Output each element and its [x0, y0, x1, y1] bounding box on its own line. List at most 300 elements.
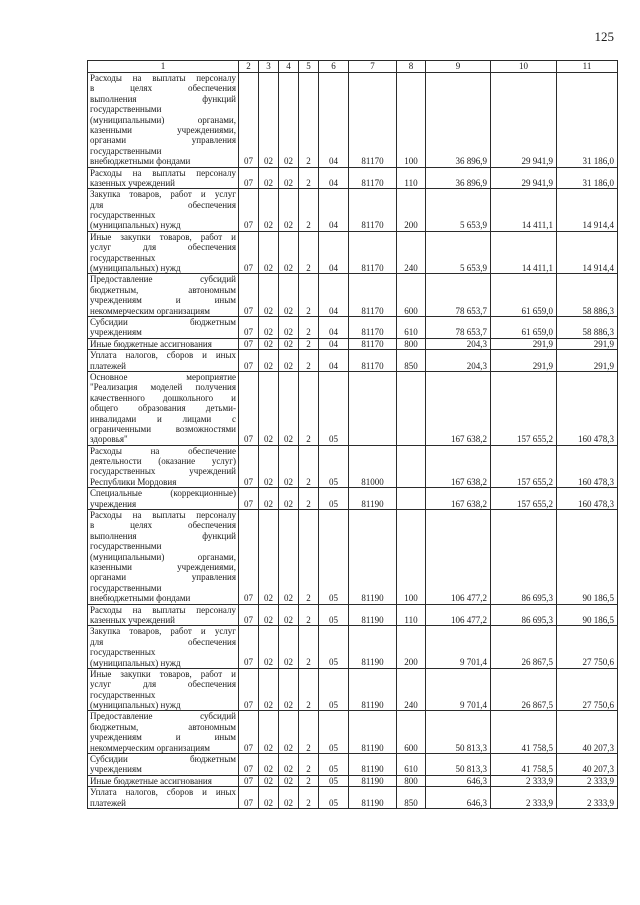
table-row	[88, 445, 618, 488]
cell-pr: 02	[259, 316, 279, 338]
cell-direction: 81170	[349, 350, 397, 372]
description-line: (муниципальных) нужд	[90, 657, 181, 668]
cell-subprogram: 2	[299, 445, 319, 488]
cell-rz: 07	[239, 73, 259, 168]
cell-program: 02	[279, 445, 299, 488]
row-description	[88, 488, 239, 510]
description-line: Уплата налогов, сборов и иных	[90, 350, 236, 361]
column-number-3: 3	[259, 61, 279, 73]
cell-main-event: 04	[319, 73, 349, 168]
cell-main-event: 05	[319, 445, 349, 488]
description-line: (муниципальных) нужд	[90, 700, 181, 711]
cell-main-event: 05	[319, 371, 349, 445]
description-line: Закупка товаров, работ и услуг	[90, 626, 236, 637]
description-line: ограниченными возможностями	[90, 423, 236, 434]
cell-amount-year-3: 160 478,3	[557, 445, 618, 488]
cell-main-event: 05	[319, 510, 349, 605]
description-line: (муниципальных) нужд	[90, 220, 181, 231]
column-number-1: 1	[88, 61, 239, 73]
cell-pr: 02	[259, 338, 279, 349]
cell-subprogram: 2	[299, 510, 319, 605]
cell-amount-year-1: 167 638,2	[426, 488, 491, 510]
cell-pr: 02	[259, 787, 279, 809]
description-line: учреждениям и иным	[90, 295, 236, 306]
cell-main-event: 04	[319, 189, 349, 232]
cell-expense-type: 200	[397, 189, 426, 232]
cell-pr: 02	[259, 668, 279, 711]
cell-pr: 02	[259, 754, 279, 776]
description-line: Уплата налогов, сборов и иных	[90, 787, 236, 798]
column-number-8: 8	[397, 61, 426, 73]
cell-rz: 07	[239, 371, 259, 445]
cell-direction: 81170	[349, 316, 397, 338]
cell-amount-year-3: 2 333,9	[557, 787, 618, 809]
row-description	[88, 231, 239, 274]
cell-subprogram: 2	[299, 350, 319, 372]
cell-subprogram: 2	[299, 189, 319, 232]
cell-main-event: 05	[319, 668, 349, 711]
cell-amount-year-3: 90 186,5	[557, 510, 618, 605]
cell-pr: 02	[259, 167, 279, 189]
cell-subprogram: 2	[299, 371, 319, 445]
cell-amount-year-1: 78 653,7	[426, 316, 491, 338]
cell-main-event: 05	[319, 787, 349, 809]
cell-pr: 02	[259, 775, 279, 786]
cell-rz: 07	[239, 231, 259, 274]
cell-subprogram: 2	[299, 754, 319, 776]
row-description	[88, 510, 239, 605]
cell-program: 02	[279, 338, 299, 349]
cell-amount-year-1: 78 653,7	[426, 274, 491, 317]
row-description	[88, 787, 239, 809]
cell-amount-year-1: 9 701,4	[426, 626, 491, 669]
cell-subprogram: 2	[299, 316, 319, 338]
description-line: казенных учреждений	[90, 614, 175, 625]
cell-subprogram: 2	[299, 626, 319, 669]
cell-rz: 07	[239, 711, 259, 754]
cell-subprogram: 2	[299, 274, 319, 317]
cell-main-event: 05	[319, 626, 349, 669]
cell-amount-year-1: 36 896,9	[426, 167, 491, 189]
description-line: учреждения	[90, 498, 137, 509]
column-number-6: 6	[319, 61, 349, 73]
cell-amount-year-2: 157 655,2	[491, 445, 557, 488]
description-line: общего образования детьми-	[90, 403, 236, 414]
cell-amount-year-2: 2 333,9	[491, 787, 557, 809]
cell-program: 02	[279, 371, 299, 445]
cell-expense-type: 110	[397, 167, 426, 189]
cell-amount-year-3: 291,9	[557, 350, 618, 372]
cell-main-event: 04	[319, 338, 349, 349]
description-line: выполнения функций	[90, 530, 236, 541]
table-row	[88, 338, 618, 349]
cell-rz: 07	[239, 787, 259, 809]
table-row	[88, 371, 618, 445]
row-description	[88, 775, 239, 786]
table-row	[88, 604, 618, 626]
row-description	[88, 167, 239, 189]
description-line: услуг для обеспечения	[90, 242, 236, 253]
cell-amount-year-3: 27 750,6	[557, 668, 618, 711]
cell-expense-type: 610	[397, 316, 426, 338]
description-line: Иные бюджетные ассигнования	[90, 338, 212, 349]
cell-amount-year-3: 58 886,3	[557, 274, 618, 317]
cell-main-event: 05	[319, 711, 349, 754]
table-row	[88, 775, 618, 786]
description-line: инвалидами и лицами с	[90, 413, 236, 424]
description-line: выполнения функций	[90, 93, 236, 104]
description-line: казенными учреждениями,	[90, 561, 236, 572]
description-line: бюджетным, автономным	[90, 284, 236, 295]
cell-pr: 02	[259, 274, 279, 317]
cell-subprogram: 2	[299, 73, 319, 168]
cell-rz: 07	[239, 350, 259, 372]
column-number-10: 10	[491, 61, 557, 73]
cell-amount-year-3: 31 186,0	[557, 167, 618, 189]
cell-amount-year-3: 14 914,4	[557, 231, 618, 274]
cell-program: 02	[279, 668, 299, 711]
row-description	[88, 711, 239, 754]
row-description	[88, 338, 239, 349]
row-description	[88, 189, 239, 232]
table-row	[88, 274, 618, 317]
row-description	[88, 316, 239, 338]
cell-direction: 81190	[349, 668, 397, 711]
description-line: Расходы на обеспечение	[90, 445, 236, 456]
cell-amount-year-1: 106 477,2	[426, 604, 491, 626]
cell-main-event: 04	[319, 274, 349, 317]
cell-program: 02	[279, 316, 299, 338]
cell-expense-type: 240	[397, 231, 426, 274]
cell-amount-year-2: 29 941,9	[491, 73, 557, 168]
cell-direction: 81190	[349, 510, 397, 605]
cell-amount-year-1: 204,3	[426, 338, 491, 349]
cell-amount-year-2: 157 655,2	[491, 371, 557, 445]
description-line: Основное мероприятие	[90, 371, 236, 382]
cell-amount-year-3: 31 186,0	[557, 73, 618, 168]
cell-program: 02	[279, 787, 299, 809]
description-line: Субсидии бюджетным	[90, 316, 236, 327]
description-line: государственными	[90, 104, 162, 115]
table-row	[88, 316, 618, 338]
description-line: Иные закупки товаров, работ и	[90, 668, 236, 679]
cell-expense-type	[397, 488, 426, 510]
cell-expense-type: 200	[397, 626, 426, 669]
description-line: Специальные (коррекционные)	[90, 488, 236, 499]
cell-subprogram: 2	[299, 231, 319, 274]
cell-amount-year-3: 160 478,3	[557, 488, 618, 510]
cell-amount-year-3: 14 914,4	[557, 189, 618, 232]
cell-program: 02	[279, 626, 299, 669]
description-line: государственных учреждений	[90, 466, 236, 477]
description-line: для обеспечения	[90, 199, 236, 210]
cell-expense-type	[397, 371, 426, 445]
row-description	[88, 73, 239, 168]
description-line: платежей	[90, 797, 126, 808]
table-row	[88, 231, 618, 274]
description-line: учреждениям	[90, 764, 142, 775]
table-row	[88, 626, 618, 669]
cell-direction: 81170	[349, 231, 397, 274]
cell-expense-type: 850	[397, 350, 426, 372]
description-line: Иные закупки товаров, работ и	[90, 231, 236, 242]
description-line: учреждениям	[90, 327, 142, 338]
description-line: казенными учреждениями,	[90, 124, 236, 135]
row-description	[88, 604, 239, 626]
cell-amount-year-3: 40 207,3	[557, 754, 618, 776]
cell-direction: 81170	[349, 338, 397, 349]
row-description	[88, 445, 239, 488]
cell-amount-year-2: 86 695,3	[491, 510, 557, 605]
cell-amount-year-2: 26 867,5	[491, 626, 557, 669]
cell-rz: 07	[239, 604, 259, 626]
cell-main-event: 05	[319, 754, 349, 776]
table-row	[88, 189, 618, 232]
cell-main-event: 04	[319, 231, 349, 274]
description-line: здоровья"	[90, 434, 128, 445]
cell-amount-year-1: 106 477,2	[426, 510, 491, 605]
cell-program: 02	[279, 350, 299, 372]
cell-subprogram: 2	[299, 604, 319, 626]
description-line: в целях обеспечения	[90, 83, 236, 94]
cell-rz: 07	[239, 189, 259, 232]
cell-amount-year-1: 646,3	[426, 787, 491, 809]
cell-amount-year-3: 2 333,9	[557, 775, 618, 786]
cell-expense-type: 240	[397, 668, 426, 711]
row-description	[88, 754, 239, 776]
cell-amount-year-1: 50 813,3	[426, 754, 491, 776]
cell-program: 02	[279, 167, 299, 189]
cell-program: 02	[279, 604, 299, 626]
description-line: некоммерческим организациям	[90, 305, 210, 316]
cell-program: 02	[279, 488, 299, 510]
cell-amount-year-1: 5 653,9	[426, 189, 491, 232]
column-number-4: 4	[279, 61, 299, 73]
cell-amount-year-3: 58 886,3	[557, 316, 618, 338]
table-row	[88, 350, 618, 372]
description-line: для обеспечения	[90, 636, 236, 647]
description-line: Предоставление субсидий	[90, 274, 236, 285]
table-row	[88, 510, 618, 605]
cell-pr: 02	[259, 626, 279, 669]
cell-direction: 81190	[349, 775, 397, 786]
description-line: казенных учреждений	[90, 177, 175, 188]
cell-direction: 81170	[349, 167, 397, 189]
cell-program: 02	[279, 510, 299, 605]
cell-amount-year-2: 61 659,0	[491, 316, 557, 338]
cell-amount-year-3: 90 186,5	[557, 604, 618, 626]
cell-pr: 02	[259, 350, 279, 372]
table-row	[88, 754, 618, 776]
description-line: государственных	[90, 252, 156, 263]
cell-expense-type: 110	[397, 604, 426, 626]
table-row	[88, 73, 618, 168]
cell-pr: 02	[259, 73, 279, 168]
cell-amount-year-3: 291,9	[557, 338, 618, 349]
row-description	[88, 274, 239, 317]
cell-pr: 02	[259, 711, 279, 754]
cell-expense-type: 800	[397, 338, 426, 349]
cell-main-event: 04	[319, 167, 349, 189]
cell-rz: 07	[239, 167, 259, 189]
cell-direction: 81190	[349, 754, 397, 776]
cell-subprogram: 2	[299, 775, 319, 786]
cell-main-event: 05	[319, 775, 349, 786]
cell-rz: 07	[239, 488, 259, 510]
description-line: Расходы на выплаты персоналу	[90, 73, 236, 83]
cell-rz: 07	[239, 445, 259, 488]
cell-amount-year-2: 14 411,1	[491, 189, 557, 232]
cell-program: 02	[279, 73, 299, 168]
cell-rz: 07	[239, 510, 259, 605]
cell-amount-year-3: 160 478,3	[557, 371, 618, 445]
cell-expense-type: 600	[397, 711, 426, 754]
description-line: деятельности (оказание услуг)	[90, 456, 236, 467]
cell-expense-type: 850	[397, 787, 426, 809]
cell-amount-year-3: 40 207,3	[557, 711, 618, 754]
column-number-row	[88, 61, 618, 73]
cell-expense-type: 800	[397, 775, 426, 786]
description-line: некоммерческим организациям	[90, 742, 210, 753]
cell-direction: 81190	[349, 488, 397, 510]
cell-amount-year-2: 2 333,9	[491, 775, 557, 786]
description-line: государственными	[90, 582, 162, 593]
cell-pr: 02	[259, 189, 279, 232]
table-row	[88, 668, 618, 711]
cell-amount-year-1: 204,3	[426, 350, 491, 372]
cell-amount-year-2: 41 758,5	[491, 711, 557, 754]
table-row	[88, 167, 618, 189]
cell-rz: 07	[239, 626, 259, 669]
table-row	[88, 488, 618, 510]
description-line: государственных	[90, 210, 156, 221]
cell-direction: 81170	[349, 73, 397, 168]
cell-subprogram: 2	[299, 167, 319, 189]
cell-program: 02	[279, 754, 299, 776]
description-line: услуг для обеспечения	[90, 679, 236, 690]
cell-direction: 81190	[349, 626, 397, 669]
cell-subprogram: 2	[299, 668, 319, 711]
cell-pr: 02	[259, 488, 279, 510]
cell-main-event: 05	[319, 604, 349, 626]
cell-rz: 07	[239, 274, 259, 317]
description-line: Расходы на выплаты персоналу	[90, 604, 236, 615]
cell-direction: 81190	[349, 787, 397, 809]
cell-amount-year-1: 50 813,3	[426, 711, 491, 754]
cell-program: 02	[279, 775, 299, 786]
column-number-9: 9	[426, 61, 491, 73]
row-description	[88, 626, 239, 669]
cell-pr: 02	[259, 371, 279, 445]
cell-expense-type: 610	[397, 754, 426, 776]
column-number-11: 11	[557, 61, 618, 73]
cell-direction: 81170	[349, 189, 397, 232]
description-line: Закупка товаров, работ и услуг	[90, 189, 236, 200]
description-line: органами управления	[90, 572, 236, 583]
description-line: Республики Мордовия	[90, 476, 177, 487]
cell-direction: 81000	[349, 445, 397, 488]
cell-subprogram: 2	[299, 338, 319, 349]
cell-direction	[349, 371, 397, 445]
cell-rz: 07	[239, 338, 259, 349]
cell-rz: 07	[239, 668, 259, 711]
cell-program: 02	[279, 711, 299, 754]
cell-rz: 07	[239, 754, 259, 776]
row-description	[88, 350, 239, 372]
cell-amount-year-3: 27 750,6	[557, 626, 618, 669]
description-line: государственных	[90, 689, 156, 700]
column-number-5: 5	[299, 61, 319, 73]
description-line: внебюджетными фондами	[90, 156, 191, 167]
description-line: (муниципальных) нужд	[90, 263, 181, 274]
cell-pr: 02	[259, 604, 279, 626]
cell-amount-year-2: 26 867,5	[491, 668, 557, 711]
cell-direction: 81190	[349, 604, 397, 626]
description-line: Иные бюджетные ассигнования	[90, 775, 212, 786]
row-description	[88, 371, 239, 445]
cell-pr: 02	[259, 231, 279, 274]
cell-expense-type: 100	[397, 510, 426, 605]
page-number: 125	[594, 29, 614, 44]
description-line: Расходы на выплаты персоналу	[90, 167, 236, 178]
cell-rz: 07	[239, 316, 259, 338]
cell-amount-year-1: 5 653,9	[426, 231, 491, 274]
description-line: государственных	[90, 647, 156, 658]
cell-direction: 81170	[349, 274, 397, 317]
cell-amount-year-2: 86 695,3	[491, 604, 557, 626]
cell-amount-year-2: 291,9	[491, 338, 557, 349]
cell-subprogram: 2	[299, 488, 319, 510]
cell-program: 02	[279, 274, 299, 317]
cell-amount-year-2: 61 659,0	[491, 274, 557, 317]
cell-amount-year-2: 41 758,5	[491, 754, 557, 776]
cell-pr: 02	[259, 445, 279, 488]
cell-expense-type: 100	[397, 73, 426, 168]
table-row	[88, 787, 618, 809]
description-line: (муниципальными) органами,	[90, 114, 236, 125]
cell-amount-year-2: 29 941,9	[491, 167, 557, 189]
description-line: учреждениям и иным	[90, 732, 236, 743]
description-line: платежей	[90, 360, 126, 371]
description-line: (муниципальными) органами,	[90, 551, 236, 562]
budget-table	[87, 60, 618, 809]
cell-main-event: 04	[319, 350, 349, 372]
column-number-2: 2	[239, 61, 259, 73]
description-line: качественного дошкольного и	[90, 392, 236, 403]
cell-main-event: 04	[319, 316, 349, 338]
cell-expense-type: 600	[397, 274, 426, 317]
cell-amount-year-2: 157 655,2	[491, 488, 557, 510]
description-line: органами управления	[90, 135, 236, 146]
row-description	[88, 668, 239, 711]
cell-amount-year-1: 167 638,2	[426, 371, 491, 445]
cell-subprogram: 2	[299, 787, 319, 809]
column-number-7: 7	[349, 61, 397, 73]
description-line: бюджетным, автономным	[90, 721, 236, 732]
description-line: Расходы на выплаты персоналу	[90, 510, 236, 521]
description-line: государственными	[90, 145, 162, 156]
cell-expense-type	[397, 445, 426, 488]
cell-amount-year-2: 14 411,1	[491, 231, 557, 274]
table-row	[88, 711, 618, 754]
cell-subprogram: 2	[299, 711, 319, 754]
cell-program: 02	[279, 231, 299, 274]
description-line: "Реализация моделей получения	[90, 382, 236, 393]
cell-amount-year-1: 646,3	[426, 775, 491, 786]
cell-amount-year-2: 291,9	[491, 350, 557, 372]
cell-rz: 07	[239, 775, 259, 786]
description-line: внебюджетными фондами	[90, 593, 191, 604]
